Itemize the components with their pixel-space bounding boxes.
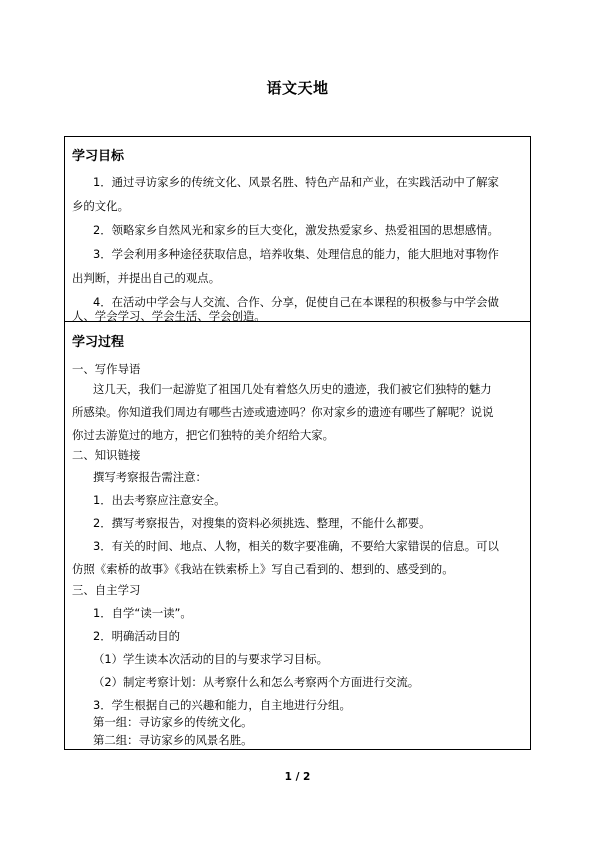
goals-line: 出判断，并提出自己的观点。: [72, 271, 221, 285]
goals-line: 3．学会利用多种途径获取信息，培养收集、处理信息的能力，能大胆地对事物作: [93, 247, 499, 261]
document-title: 语文天地: [266, 79, 329, 97]
process-line: （1）学生读本次活动的目的与要求学习目标。: [93, 652, 329, 666]
process-line: 仿照《索桥的故事》《我站在铁索桥上》写自己看到的、想到的、感受到的。: [72, 562, 454, 576]
page-number: 1 / 2: [284, 771, 311, 783]
process-line: 你过去游览过的地方，把它们独特的美介绍给大家。: [72, 428, 334, 442]
goals-line: 2．领略家乡自然风光和家乡的巨大变化，激发热爱家乡、热爱祖国的思想感情。: [93, 223, 499, 237]
goals-line: 1．通过寻访家乡的传统文化、风景名胜、特色产品和产业，在实践活动中了解家: [93, 175, 499, 189]
process-line: 第二组：寻访家乡的风景名胜。: [93, 733, 253, 747]
process-line: 三、自主学习: [72, 583, 141, 597]
process-line: 撰写考察报告需注意：: [93, 470, 207, 484]
goals-line: 乡的文化。: [72, 199, 129, 213]
process-line: 2．撰写考察报告，对搜集的资料必须挑选、整理，不能什么都要。: [93, 516, 431, 530]
goals-line: 人、学会学习、学会生活、学会创造。: [72, 309, 266, 323]
process-line: 所感染。你知道我们周边有哪些古迹或遗迹吗？你对家乡的遗迹有哪些了解呢？说说: [72, 405, 494, 419]
process-line: 第一组：寻访家乡的传统文化。: [93, 715, 253, 729]
learning-process-section: [64, 321, 531, 750]
process-line: 二、知识链接: [72, 448, 141, 462]
process-line: 这几天，我们一起游览了祖国几处有着悠久历史的遗迹，我们被它们独特的魅力: [93, 382, 492, 396]
goals-line: 4．在活动中学会与人交流、合作、分享，促使自己在本课程的积极参与中学会做: [93, 295, 499, 309]
learning-process-heading: 学习过程: [72, 335, 125, 350]
learning-goals-section: [64, 136, 531, 322]
process-line: 3．学生根据自己的兴趣和能力，自主地进行分组。: [93, 698, 351, 712]
process-line: 3．有关的时间、地点、人物，相关的数字要准确，不要给大家错误的信息。可以: [93, 539, 499, 553]
process-line: （2）制定考察计划：从考察什么和怎么考察两个方面进行交流。: [93, 675, 420, 689]
learning-goals-heading: 学习目标: [72, 149, 125, 164]
process-line: 1．自学“读一读”。: [93, 606, 192, 620]
process-line: 2．明确活动目的: [93, 629, 180, 643]
process-line: 1．出去考察应注意安全。: [93, 493, 226, 507]
process-line: 一、写作导语: [72, 362, 141, 376]
